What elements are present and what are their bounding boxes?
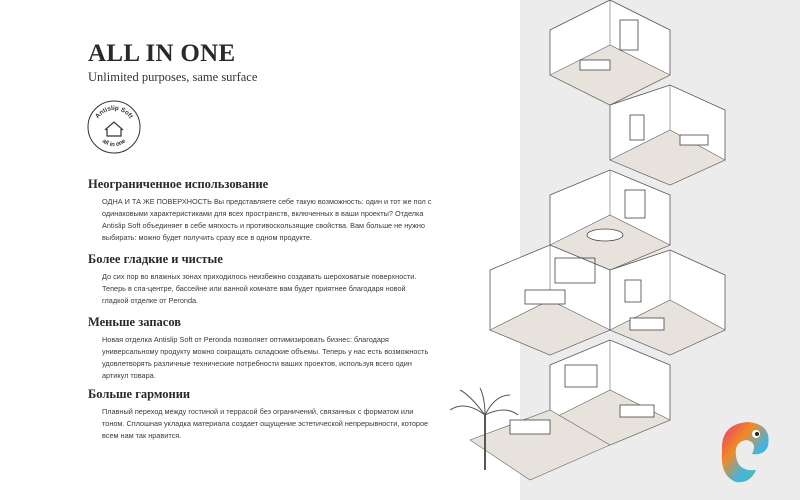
section-more-harmony [88,387,433,442]
room-spa [610,250,725,355]
section-smoother-cleaner [88,252,433,307]
room-reception [550,0,670,105]
isometric-rooms-illustration [440,0,740,500]
section-body: ОДНА И ТА ЖЕ ПОВЕРХНОСТЬ Вы представляете себе такую возможность: один и тот же пол с одинаковыми характеристиками для всех пространств, включенных в ваши проекты? Отделка Antislip Soft объединяет в себе мягкость и противоскользящие свойства. Вам больше не нужно выбирать: можно будет получить сразу все в одном продукте. [102,197,432,242]
section-body: Плавный переход между гостиной и террасой без ограничений, связанных с форматом или тоном. Сплошная укладка материала создает ощущение эстетической непрерывности, которое всем нам так нравится. [102,407,429,440]
section-unlimited-use [88,177,433,244]
badge-line-1: Antislip Soft [94,104,135,120]
room-bathroom [610,85,725,185]
section-heading: Меньше запасов [88,315,182,329]
section-body: До сих пор во влажных зонах приходилось неизбежно создавать шероховатые поверхности. Теперь в спа-центре, бассейне или ванной комнате вам будет приятнее благодаря новой гладкой отделке от Peronda. [102,272,417,305]
chameleon-logo-icon [712,412,776,488]
section-heading: Больше гармонии [88,387,191,401]
page-subtitle: Unlimited purposes, same surface [88,70,258,84]
section-heading: Более гладкие и чистые [88,252,223,266]
house-badge-icon [86,99,142,155]
section-body: Новая отделка Antislip Soft от Peronda позволяет оптимизировать бизнес: благодаря универсальному продукту можно сокращать складские объемы. Теперь у нас есть возможность удовлетворять различные технические потребности ваших проектов, используя всего один артикул товара. [102,335,429,380]
section-heading: Неограниченное использование [88,177,269,191]
section-less-stock [88,315,433,382]
badge-line-2: all in one [100,138,128,149]
page-title: ALL IN ONE [88,40,236,67]
